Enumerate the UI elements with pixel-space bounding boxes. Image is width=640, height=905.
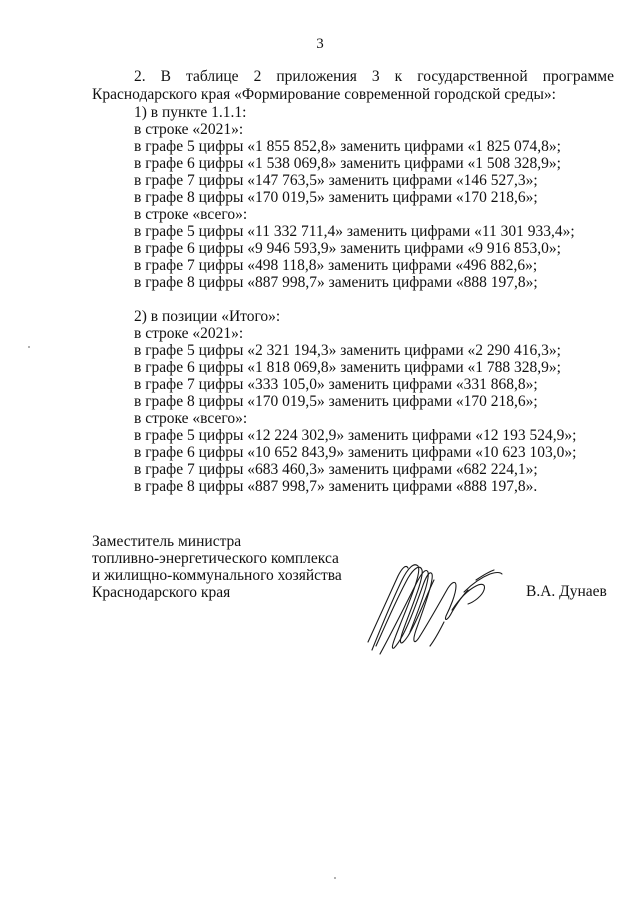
- section-1-line: в графе 5 цифры «1 855 852,8» заменить цифрами «1 825 074,8»;: [134, 138, 561, 155]
- section-1-line: в графе 7 цифры «147 763,5» заменить цифрами «146 527,3»;: [134, 172, 538, 189]
- intro-line-2: Краснодарского края «Формирование современной городской среды»:: [92, 86, 556, 103]
- section-2-line: в графе 5 цифры «12 224 302,9» заменить цифрами «12 193 524,9»;: [134, 427, 577, 444]
- section-2-line: в графе 7 цифры «333 105,0» заменить цифрами «331 868,8»;: [134, 376, 538, 393]
- handwritten-signature: [360, 550, 510, 660]
- section-2-line: в строке «всего»:: [134, 410, 248, 427]
- position-line: Краснодарского края: [92, 584, 231, 601]
- document-body: [92, 68, 614, 495]
- intro-line-1: 2. В таблице 2 приложения 3 к государственной программе: [134, 68, 614, 85]
- section-2-heading: 2) в позиции «Итого»:: [134, 308, 281, 325]
- section-2-line: в графе 6 цифры «1 818 069,8» заменить цифрами «1 788 328,9»;: [134, 359, 561, 376]
- section-2-line: в графе 6 цифры «10 652 843,9» заменить цифрами «10 623 103,0»;: [134, 444, 577, 461]
- section-1-line: в графе 8 цифры «887 998,7» заменить цифрами «888 197,8»;: [134, 274, 538, 291]
- position-line: топливно-энергетического комплекса: [92, 550, 339, 567]
- section-2-line: в графе 8 цифры «887 998,7» заменить цифрами «888 197,8».: [134, 478, 538, 495]
- position-line: и жилищно-коммунального хозяйства: [92, 567, 342, 584]
- section-1-line: в графе 5 цифры «11 332 711,4» заменить цифрами «11 301 933,4»;: [134, 223, 575, 240]
- section-1-line: в графе 7 цифры «498 118,8» заменить цифрами «496 882,6»;: [134, 257, 538, 274]
- section-2-line: в строке «2021»:: [134, 325, 244, 342]
- section-1-line: в графе 8 цифры «170 019,5» заменить цифрами «170 218,6»;: [134, 189, 538, 206]
- scan-speck: [334, 877, 336, 879]
- page-number: 3: [316, 36, 324, 52]
- signer-name: В.А. Дунаев: [526, 583, 607, 600]
- section-1-heading: 1) в пункте 1.1.1:: [134, 104, 247, 121]
- section-2-line: в графе 8 цифры «170 019,5» заменить цифрами «170 218,6»;: [134, 393, 538, 410]
- section-1-line: в графе 6 цифры «1 538 069,8» заменить цифрами «1 508 328,9»;: [134, 155, 561, 172]
- scan-speck: [28, 346, 30, 348]
- section-1-line: в строке «всего»:: [134, 206, 248, 223]
- signatory-position: [92, 533, 342, 601]
- section-2-line: в графе 7 цифры «683 460,3» заменить цифрами «682 224,1»;: [134, 461, 538, 478]
- paragraph-gap: [92, 291, 614, 308]
- section-1-line: в строке «2021»:: [134, 121, 244, 138]
- section-2-line: в графе 5 цифры «2 321 194,3» заменить цифрами «2 290 416,3»;: [134, 342, 561, 359]
- section-1-line: в графе 6 цифры «9 946 593,9» заменить цифрами «9 916 853,0»;: [134, 240, 561, 257]
- position-line: Заместитель министра: [92, 533, 242, 550]
